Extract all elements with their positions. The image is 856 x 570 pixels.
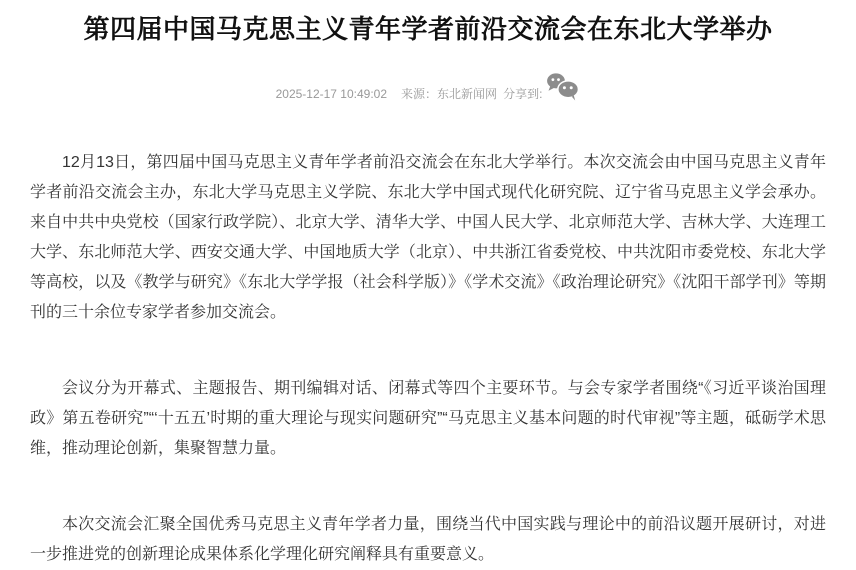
share-label: 分享到: xyxy=(503,87,543,101)
article-meta xyxy=(30,79,826,108)
publish-datetime: 2025-12-17 10:49:02 xyxy=(275,86,388,101)
source-name: 东北新闻网 xyxy=(437,87,498,101)
article-body xyxy=(30,148,826,570)
article-page xyxy=(30,12,826,570)
article-paragraph: 12月13日，第四届中国马克思主义青年学者前沿交流会在东北大学举行。本次交流会由中国马克思主义青年学者前沿交流会主办，东北大学马克思主义学院、东北大学中国式现代化研究院、辽宁省马克思主义学会承办。来自中共中央党校（国家行政学院）、北京大学、清华大学、中国人民大学、北京师范大学、吉林大学、大连理工大学、东北师范大学、西安交通大学、中国地质大学（北京）、中共浙江省委党校、中共沈阳市委党校、东北大学等高校，以及《教学与研究》《东北大学学报（社会科学版）》《学术交流》《政治理论研究》《沈阳干部学刊》等期刊的三十余位专家学者参加交流会。 xyxy=(30,154,826,321)
article-paragraph: 本次交流会汇聚全国优秀马克思主义青年学者力量，围绕当代中国实践与理论中的前沿议题开展研讨，对进一步推进党的创新理论成果体系化学理化研究阐释具有重要意义。 xyxy=(30,516,826,563)
wechat-share-icon[interactable] xyxy=(546,72,580,101)
article-paragraph: 会议分为开幕式、主题报告、期刊编辑对话、闭幕式等四个主要环节。与会专家学者围绕“《习近平谈治国理政》第五卷研究”“‘十五五’时期的重大理论与现实问题研究”“马克思主义基本问题的时代审视”等主题，砥砺学术思维，推动理论创新，集聚智慧力量。 xyxy=(30,380,826,457)
page-title: 第四届中国马克思主义青年学者前沿交流会在东北大学举办 xyxy=(83,14,773,44)
source-label: 来源： xyxy=(401,87,438,101)
article-source xyxy=(401,85,497,102)
